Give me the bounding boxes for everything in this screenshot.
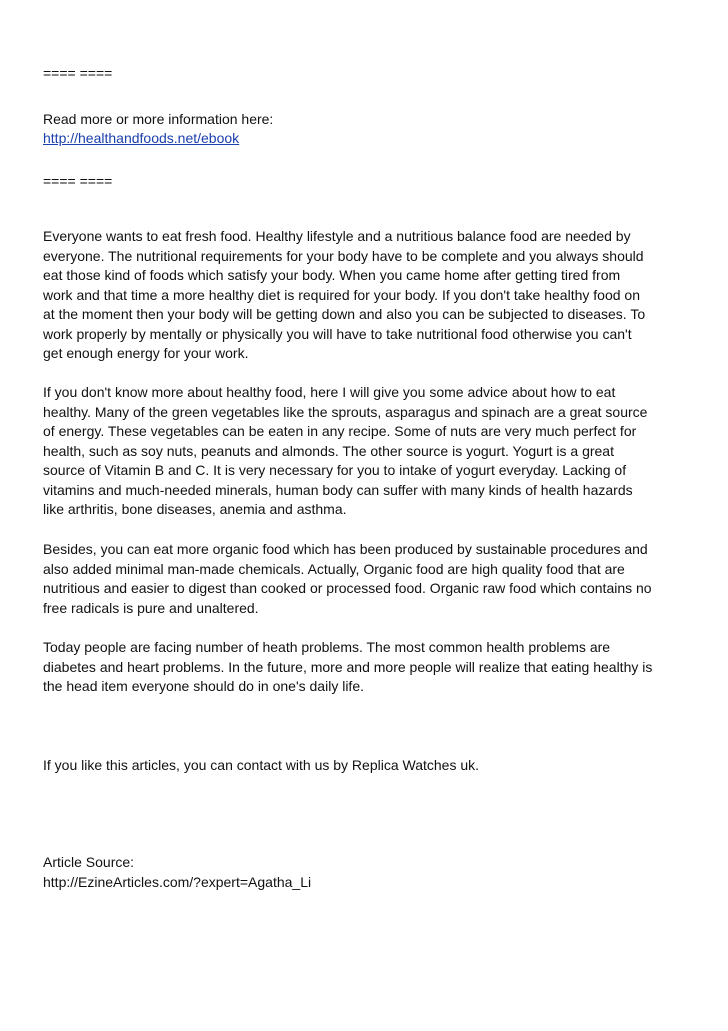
read-more-label: Read more or more information here: <box>43 111 274 127</box>
paragraph-line: get enough energy for your work. <box>43 345 249 361</box>
paragraph-organic-food <box>43 540 693 618</box>
contact-text: If you like this articles, you can contact with us by Replica Watches uk. <box>43 757 480 773</box>
paragraph-line: also added minimal man-made chemicals. Actually, Organic food are high quality food that are <box>43 560 625 577</box>
paragraph-line: everyone. The nutritional requirements for your body have to be complete and you always should <box>43 247 644 264</box>
paragraph-line: free radicals is pure and unaltered. <box>43 599 259 616</box>
paragraph-line: of energy. These vegetables can be eaten in any recipe. Some of nuts are very much perfect for <box>43 423 637 439</box>
paragraph-health-problems <box>43 638 693 697</box>
article-source-url: http://EzineArticles.com/?expert=Agatha_Li <box>43 874 312 890</box>
paragraph-healthy-advice <box>43 383 693 520</box>
paragraph-line: work properly by mentally or physically you will have to take nutritional food otherwise you can't <box>43 325 632 342</box>
article-source-label: Article Source: <box>43 854 135 870</box>
paragraph-line: If you don't know more about healthy food, here I will give you some advice about how to eat <box>43 384 616 400</box>
paragraph-line: Everyone wants to eat fresh food. Healthy lifestyle and a nutritious balance food are needed by <box>43 228 631 244</box>
separator-top: ==== ==== <box>43 65 113 81</box>
paragraph-line: like arthritis, bone diseases, anemia and asthma. <box>43 501 347 517</box>
paragraph-line: health, such as soy nuts, peanuts and almonds. The other source is yogurt. Yogurt is a great <box>43 442 614 459</box>
paragraph-line: diabetes and heart problems. In the future, more and more people will realize that eating healthy is <box>43 658 653 675</box>
paragraph-line: nutritious and easier to digest than cooked or processed food. Organic raw food which contains no <box>43 580 652 596</box>
paragraph-line: Today people are facing number of heath problems. The most common health problems are <box>43 639 611 655</box>
paragraph-line: source of Vitamin B and C. It is very necessary for you to intake of yogurt everyday. Lacking of <box>43 462 627 478</box>
paragraph-line: the head item everyone should do in one's daily life. <box>43 678 364 694</box>
paragraph-line: at the moment then your body will be getting down and also you can be subjected to diseases. To <box>43 306 646 322</box>
paragraph-line: Besides, you can eat more organic food which has been produced by sustainable procedures and <box>43 541 648 557</box>
paragraph-line: eat those kind of foods which satisfy your body. When you came home after getting tired from <box>43 267 621 283</box>
paragraph-fresh-food <box>43 227 693 364</box>
paragraph-line: vitamins and much-needed minerals, human body can suffer with many kinds of health hazards <box>43 481 633 498</box>
separator-bottom: ==== ==== <box>43 173 113 189</box>
paragraph-line: work and that time a more healthy diet is required for your body. If you don't take healthy food on <box>43 286 640 303</box>
ebook-link[interactable]: http://healthandfoods.net/ebook <box>43 130 240 146</box>
paragraph-line: healthy. Many of the green vegetables like the sprouts, asparagus and spinach are a great source <box>43 403 648 420</box>
